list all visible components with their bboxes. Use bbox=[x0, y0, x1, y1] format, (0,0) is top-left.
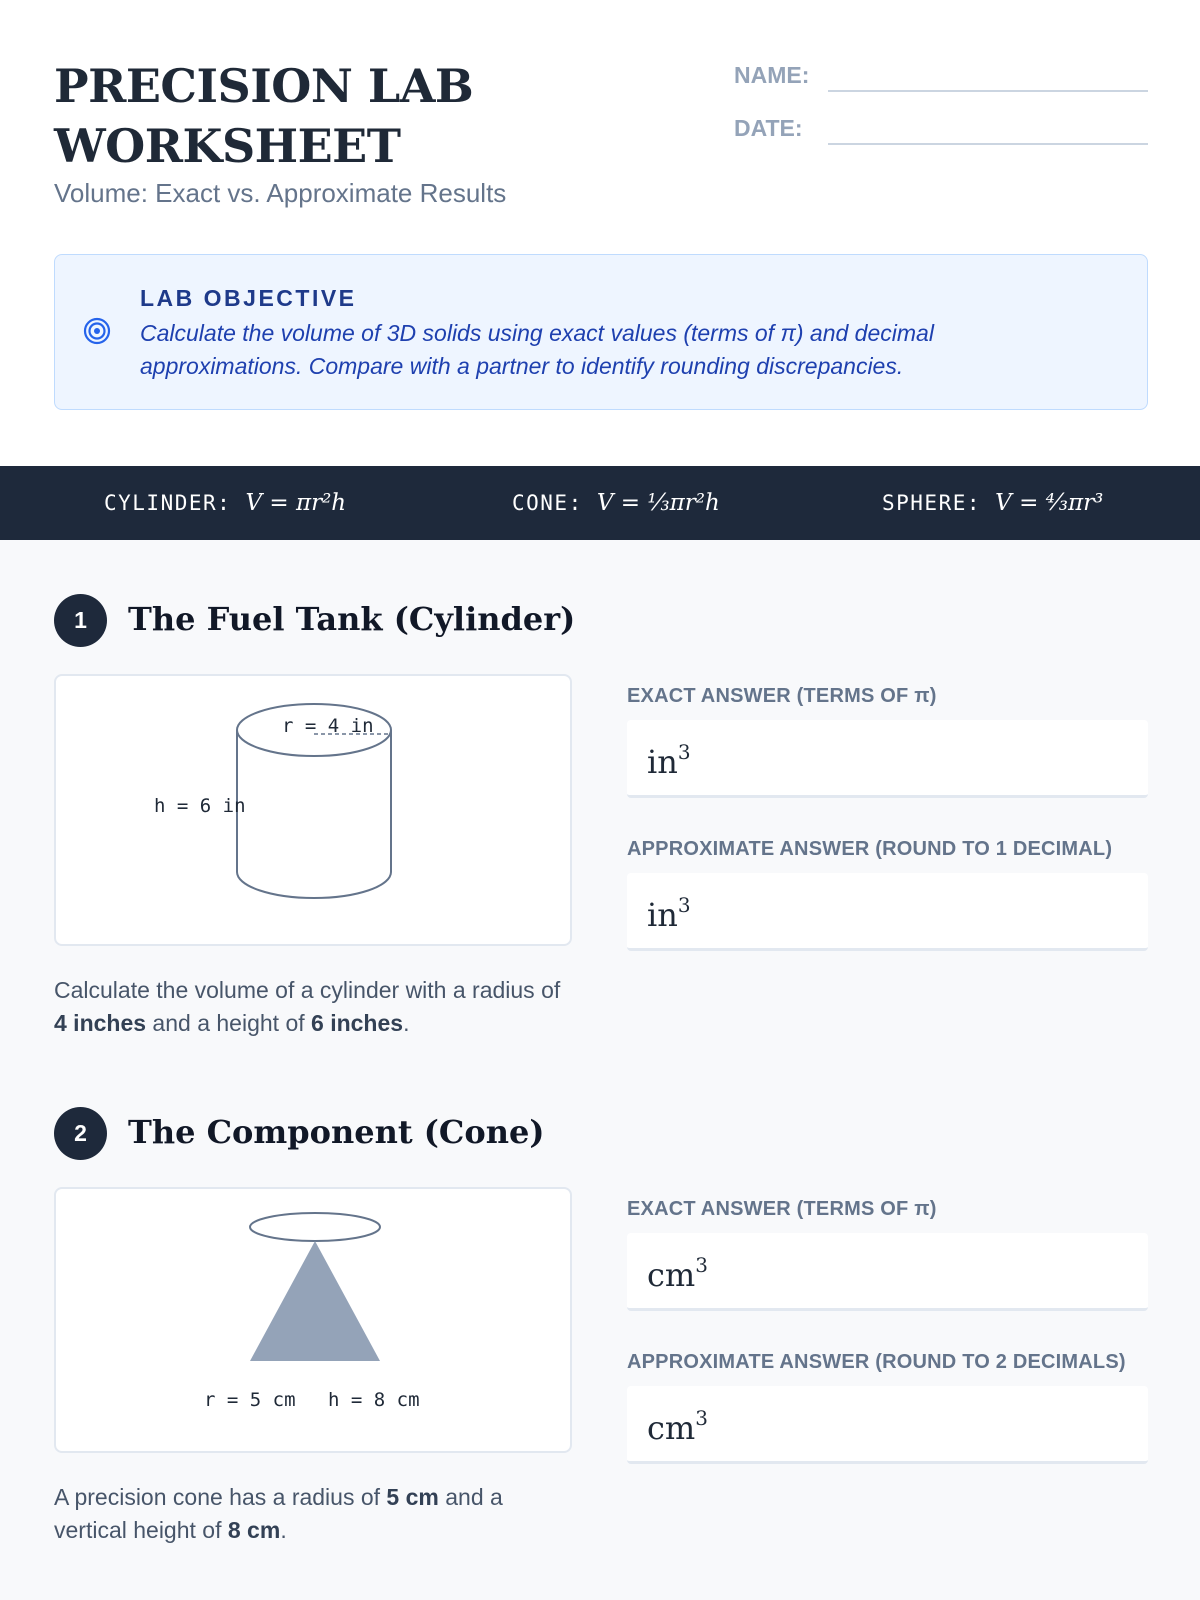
name-field[interactable] bbox=[734, 58, 1148, 92]
section-2-exact-label: EXACT ANSWER (TERMS OF π) bbox=[627, 1198, 937, 1220]
name-line[interactable] bbox=[828, 90, 1148, 92]
formula-cone-expr: V = ⅓πr²h bbox=[596, 490, 720, 516]
cylinder-figure bbox=[54, 674, 572, 946]
section-1-title: The Fuel Tank (Cylinder) bbox=[128, 600, 576, 638]
name-label: NAME: bbox=[734, 62, 810, 88]
section-1-exact-label: EXACT ANSWER (TERMS OF π) bbox=[627, 685, 937, 707]
page-title: PRECISION LAB WORKSHEET bbox=[54, 59, 474, 173]
unit: $cm^3$ bbox=[647, 1406, 708, 1447]
unit: $in^3$ bbox=[647, 740, 691, 781]
section-1-description: Calculate the volume of a cylinder with a radius of 4 inches and a height of 6 inches. bbox=[54, 977, 561, 1036]
section-2-exact-input[interactable] bbox=[627, 1233, 1148, 1311]
lab-objective-callout bbox=[54, 254, 1148, 410]
unit: $cm^3$ bbox=[647, 1253, 708, 1294]
cylinder-diagram bbox=[56, 676, 570, 944]
section-2-title: The Component (Cone) bbox=[128, 1113, 545, 1151]
date-line[interactable] bbox=[828, 143, 1148, 145]
date-field[interactable] bbox=[734, 111, 1148, 145]
formula-cylinder-expr: V = πr²h bbox=[245, 490, 347, 516]
formula-sphere bbox=[882, 490, 1103, 516]
radius-label: r = 4 in bbox=[282, 715, 374, 737]
objective-title: LAB OBJECTIVE bbox=[140, 285, 357, 311]
formula-sphere-label: SPHERE: bbox=[882, 491, 982, 515]
objective-text: Calculate the volume of 3D solids using exact values (terms of π) and decimal approximations. Compare with a partner to identify rounding discrepancies. bbox=[140, 320, 934, 379]
section-1-approx-label: APPROXIMATE ANSWER (ROUND TO 1 DECIMAL) bbox=[627, 838, 1113, 860]
section-1-badge: 1 bbox=[54, 594, 107, 647]
section-2-badge: 2 bbox=[54, 1107, 107, 1160]
section-1-exact-input[interactable] bbox=[627, 720, 1148, 798]
date-label: DATE: bbox=[734, 115, 803, 141]
formula-bar bbox=[0, 466, 1200, 540]
cone-diagram bbox=[56, 1189, 570, 1451]
header-area bbox=[0, 0, 1200, 466]
section-1-approx-input[interactable] bbox=[627, 873, 1148, 951]
section-2-approx-input[interactable] bbox=[627, 1386, 1148, 1464]
formula-cylinder bbox=[104, 490, 346, 516]
height-label: h = 8 cm bbox=[328, 1389, 420, 1411]
radius-label: r = 5 cm bbox=[204, 1389, 296, 1411]
formula-cylinder-label: CYLINDER: bbox=[104, 491, 232, 515]
section-2-description: A precision cone has a radius of 5 cm and a vertical height of 8 cm. bbox=[54, 1484, 503, 1543]
formula-cone bbox=[512, 490, 720, 516]
section-2-approx-label: APPROXIMATE ANSWER (ROUND TO 2 DECIMALS) bbox=[627, 1351, 1126, 1373]
formula-sphere-expr: V = ⁴⁄₃πr³ bbox=[995, 490, 1104, 516]
page-subtitle: Volume: Exact vs. Approximate Results bbox=[54, 178, 507, 208]
height-label: h = 6 in bbox=[154, 795, 246, 817]
target-icon bbox=[83, 317, 111, 345]
unit: $in^3$ bbox=[647, 893, 691, 934]
formula-cone-label: CONE: bbox=[512, 491, 583, 515]
cone-figure bbox=[54, 1187, 572, 1453]
